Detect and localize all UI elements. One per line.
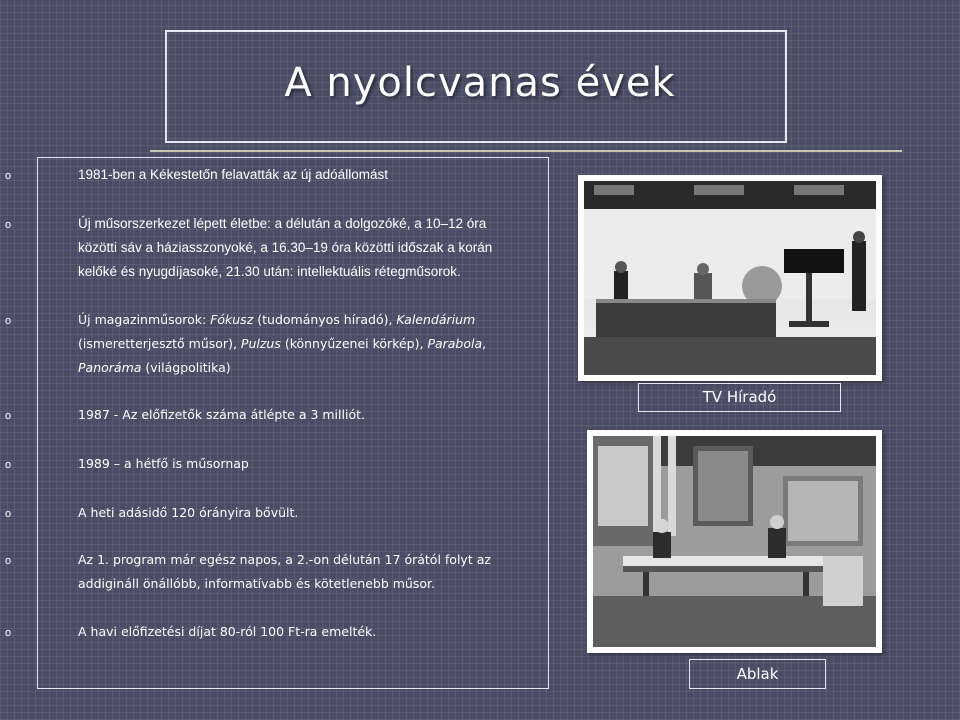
bullet-marker: o (5, 508, 12, 520)
bullet-text-fragment: Új magazinműsorok: (78, 312, 211, 327)
bullet-item (5, 548, 522, 596)
bullet-item (5, 212, 522, 284)
bullet-text-fragment: (tudományos híradó), (253, 312, 397, 327)
program-title: Fókusz (210, 312, 254, 327)
program-title: Panoráma (78, 360, 142, 375)
bullet-text-fragment: (világpolitika) (141, 360, 231, 375)
bullet-item (5, 163, 522, 187)
bullet-marker: o (5, 170, 12, 182)
bullet-item (5, 452, 522, 476)
bullet-text: Új műsorszerkezet lépett életbe: a délután a dolgozóké, a 10–12 óra közötti sáv a háziasszonyoké, a 16.30–19 óra közötti időszak a korán kelőké és nyugdíjasoké, 21.30 után: intellektuális rétegműsorok. (78, 216, 493, 279)
bullet-marker: o (5, 410, 12, 422)
bullet-marker: o (5, 627, 12, 639)
title-divider (150, 150, 902, 152)
bullet-text: 1981-ben a Kékestetőn felavatták az új adóállomást (78, 167, 388, 182)
slide-title: A nyolcvanas évek (284, 60, 676, 106)
bullet-text: 1989 – a hétfő is műsornap (78, 456, 249, 471)
bullet-item (5, 620, 522, 644)
bullet-text (42, 308, 522, 380)
photo2-caption: Ablak (689, 659, 826, 689)
bullet-text-fragment: (könnyűzenei körkép), (280, 336, 428, 351)
tv-hirado-photo (578, 175, 882, 381)
bullet-marker: o (5, 219, 12, 231)
bullet-text: A havi előfizetési díjat 80-ról 100 Ft-ra emelték. (78, 624, 377, 639)
bullet-marker: o (5, 459, 12, 471)
program-title: Kalendárium (396, 312, 476, 327)
bullet-marker: o (5, 555, 12, 567)
bullet-text-fragment: , (482, 336, 487, 351)
bullet-text: 1987 - Az előfizetők száma átlépte a 3 milliót. (78, 407, 365, 422)
program-title: Parabola (427, 336, 483, 351)
bullet-text: A heti adásidő 120 órányira bővült. (78, 505, 299, 520)
bullet-item (5, 308, 522, 380)
bullet-marker: o (5, 315, 12, 327)
bullet-text-fragment: (ismeretterjesztő műsor), (78, 336, 241, 351)
photo1-caption: TV Híradó (638, 383, 841, 412)
ablak-photo (587, 430, 882, 653)
bullet-item (5, 501, 522, 525)
program-title: Pulzus (240, 336, 281, 351)
bullet-item (5, 403, 522, 427)
bullet-text: Az 1. program már egész napos, a 2.-on délután 17 órától folyt az addigináll önállóbb, informatívabb és kötetlenebb műsor. (78, 552, 491, 591)
